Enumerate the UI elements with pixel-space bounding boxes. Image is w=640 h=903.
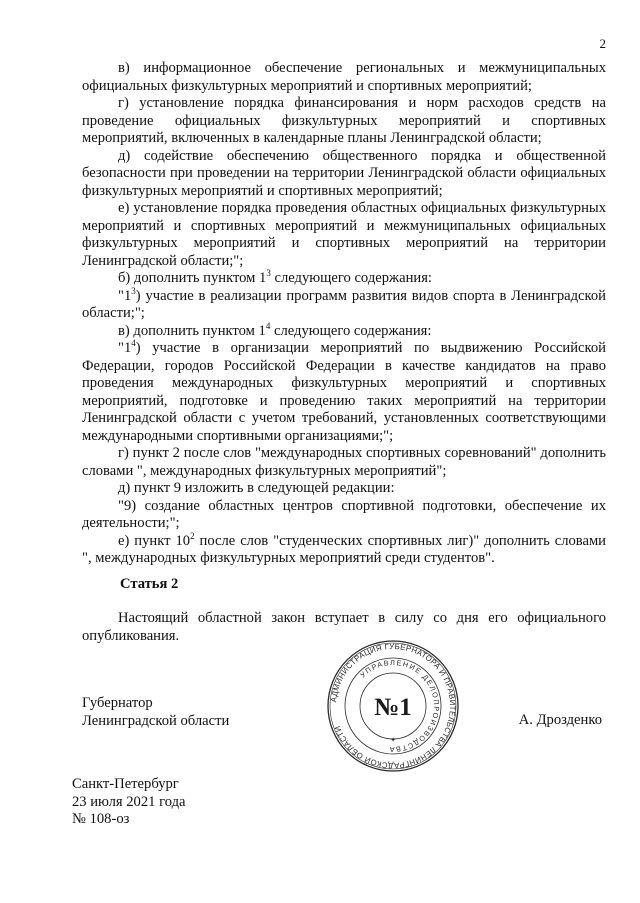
page-number: 2: [599, 36, 606, 51]
item-v-information: в) информационное обеспечение региональных и межмуниципальных официальных физкультурных мероприятий и спортивных мероприятий;: [82, 60, 606, 94]
article-heading: Статья 2: [120, 576, 179, 592]
seal-outer-text: АДМИНИСТРАЦИЯ ГУБЕРНАТОРА И ПРАВИТЕЛЬСТВА ЛЕНИНГРАДСКОЙ ОБЛАСТИ: [329, 641, 458, 771]
signer-name: А. Дрозденко: [518, 712, 602, 728]
official-seal: [326, 640, 460, 772]
item-v-add-point: в) дополнить пунктом $1^4$ следующего содержания:: [118, 320, 432, 339]
quote-point-1-3: "$1^3$) участие в реализации программ развития видов спорта в Ленинградской области;";: [82, 285, 606, 321]
seal-star-icon: ✦: [390, 736, 396, 744]
governor-title: [82, 695, 229, 730]
law-number: № 108-оз: [72, 811, 130, 827]
article-text: Настоящий областной закон вступает в силу со дня его официального опубликования.: [82, 610, 606, 644]
place-line: Санкт-Петербург: [72, 776, 179, 792]
governor-line-1: Губернатор: [82, 695, 153, 711]
seal-center-number: №1: [374, 694, 412, 721]
seal-inner-text: УПРАВЛЕНИЕ ДЕЛОПРОИЗВОДСТВА: [358, 657, 442, 755]
law-body: [82, 60, 606, 568]
quote-point-1-4: "$1^4$) участие в организации мероприятий по выдвижению Российской Федерации, городов Российской Федерации в качестве кандидатов на право проведения международных физкультурных мероприятий и спортивных мероприятий, подготовке и проведению таких мероприятий на территории Ленинградской области с учетом требований, установленных соответствующими международными спортивными организациями;";: [82, 338, 606, 444]
item-d-public-order: д) содействие обеспечению общественного порядка и общественной безопасности при проведении на территории Ленинградской области официальных физкультурных мероприятий и спортивных мероприятий;: [82, 147, 606, 199]
item-d-point-9: д) пункт 9 изложить в следующей редакции:: [118, 480, 395, 496]
item-e-point-10-2: е) пункт $10^2$ после слов "студенческих спортивных лиг)" дополнить словами ", международных физкультурных мероприятий среди студентов".: [82, 530, 606, 566]
item-g-point-2: г) пункт 2 после слов "международных спортивных соревнований" дополнить словами ", международных физкультурных мероприятий";: [82, 445, 606, 479]
governor-line-2: Ленинградской области: [82, 712, 230, 729]
item-e-procedure: е) установление порядка проведения областных официальных физкультурных мероприятий и спортивных мероприятий и межмуниципальных официальных физкультурных мероприятий и спортивных мероприятий на территории Ленинградской области;";: [82, 200, 606, 269]
item-b-add-point: б) дополнить пунктом $1^3$ следующего содержания:: [118, 268, 432, 286]
place-and-date: [72, 776, 185, 829]
item-g-financing: г) установление порядка финансирования и норм расходов средств на проведение официальных физкультурных мероприятий и спортивных мероприятий, включенных в календарные планы Ленинградской области;: [82, 95, 606, 146]
date-line: 23 июля 2021 года: [72, 793, 186, 810]
quote-point-9: "9) создание областных центров спортивной подготовки, обеспечение их деятельности;";: [82, 497, 606, 531]
